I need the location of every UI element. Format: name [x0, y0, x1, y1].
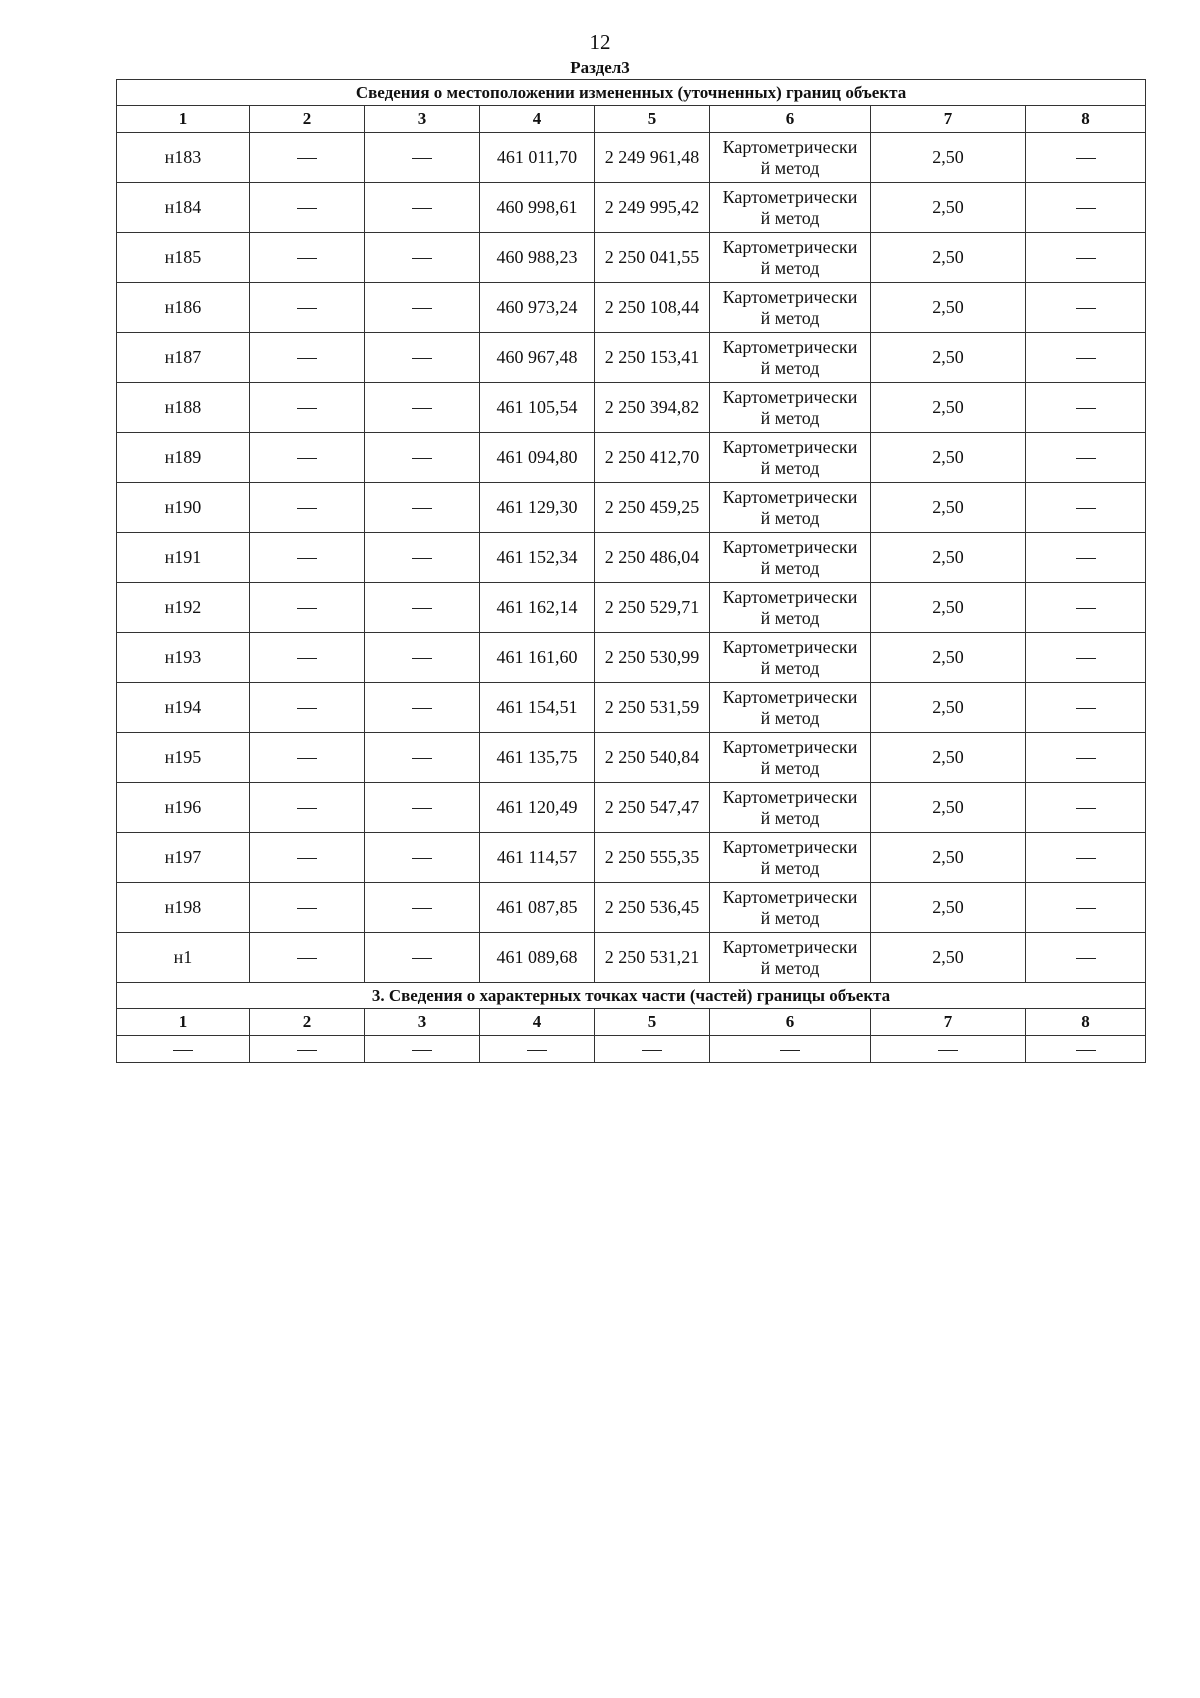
method-text-line-2: й метод — [760, 607, 820, 628]
method-text-line-2: й метод — [760, 457, 820, 478]
method-cell — [710, 433, 871, 483]
table-row — [117, 133, 1146, 183]
table-row — [117, 383, 1146, 433]
accuracy-cell: 2,50 — [871, 433, 1026, 483]
accuracy-cell: 2,50 — [871, 133, 1026, 183]
y-coordinate-cell: 2 250 531,21 — [595, 933, 710, 983]
accuracy-cell: 2,50 — [871, 583, 1026, 633]
method-cell — [710, 283, 871, 333]
cell — [1026, 183, 1146, 233]
cell — [250, 433, 365, 483]
cell — [250, 283, 365, 333]
table-body — [117, 80, 1146, 1063]
cell — [1026, 283, 1146, 333]
method-cell — [710, 133, 871, 183]
table-row — [117, 233, 1146, 283]
cell — [250, 533, 365, 583]
cell — [1026, 233, 1146, 283]
dash-mark — [1076, 858, 1096, 859]
column-header: 2 — [250, 106, 365, 133]
accuracy-cell: 2,50 — [871, 483, 1026, 533]
table-row — [117, 1036, 1146, 1063]
dash-mark — [1076, 958, 1096, 959]
dash-mark — [1076, 1050, 1096, 1051]
cell — [365, 433, 480, 483]
x-coordinate-cell: 461 011,70 — [480, 133, 595, 183]
method-text-line-1: Картометрически — [722, 836, 858, 857]
dash-mark — [1076, 808, 1096, 809]
table1-column-header-row — [117, 106, 1146, 133]
dash-mark — [297, 258, 317, 259]
y-coordinate-cell: 2 250 486,04 — [595, 533, 710, 583]
x-coordinate-cell: 461 129,30 — [480, 483, 595, 533]
method-cell — [710, 533, 871, 583]
accuracy-cell: 2,50 — [871, 683, 1026, 733]
cell — [365, 733, 480, 783]
table-row — [117, 633, 1146, 683]
dash-mark — [173, 1050, 193, 1051]
cell — [710, 1036, 871, 1063]
method-text-line-1: Картометрически — [722, 886, 858, 907]
method-cell — [710, 833, 871, 883]
table1-title-row — [117, 80, 1146, 106]
point-name-cell: н185 — [117, 233, 250, 283]
dash-mark — [412, 808, 432, 809]
dash-mark — [412, 158, 432, 159]
method-text-line-2: й метод — [760, 657, 820, 678]
point-name-cell: н195 — [117, 733, 250, 783]
column-header: 6 — [710, 106, 871, 133]
cell — [365, 233, 480, 283]
dash-mark — [297, 208, 317, 209]
accuracy-cell: 2,50 — [871, 783, 1026, 833]
cell — [250, 933, 365, 983]
method-cell — [710, 383, 871, 433]
table-row — [117, 433, 1146, 483]
table-row — [117, 733, 1146, 783]
dash-mark — [297, 158, 317, 159]
cell — [250, 133, 365, 183]
y-coordinate-cell: 2 250 108,44 — [595, 283, 710, 333]
cell — [365, 483, 480, 533]
dash-mark — [780, 1050, 800, 1051]
dash-mark — [1076, 408, 1096, 409]
method-cell — [710, 933, 871, 983]
cell — [250, 183, 365, 233]
point-name-cell: н187 — [117, 333, 250, 383]
x-coordinate-cell: 460 973,24 — [480, 283, 595, 333]
method-text-line-1: Картометрически — [722, 736, 858, 757]
point-name-cell: н188 — [117, 383, 250, 433]
table-row — [117, 833, 1146, 883]
dash-mark — [412, 258, 432, 259]
method-text-line-1: Картометрически — [722, 636, 858, 657]
method-text-line-2: й метод — [760, 507, 820, 528]
dash-mark — [297, 808, 317, 809]
dash-mark — [1076, 658, 1096, 659]
accuracy-cell: 2,50 — [871, 283, 1026, 333]
dash-mark — [1076, 208, 1096, 209]
point-name-cell: н198 — [117, 883, 250, 933]
column-header: 8 — [1026, 106, 1146, 133]
dash-mark — [1076, 708, 1096, 709]
column-header: 3 — [365, 106, 480, 133]
column-header: 3 — [365, 1009, 480, 1036]
dash-mark — [1076, 258, 1096, 259]
dash-mark — [297, 458, 317, 459]
column-header: 8 — [1026, 1009, 1146, 1036]
table2-column-header-row — [117, 1009, 1146, 1036]
y-coordinate-cell: 2 250 041,55 — [595, 233, 710, 283]
dash-mark — [297, 758, 317, 759]
cell — [250, 733, 365, 783]
x-coordinate-cell: 461 094,80 — [480, 433, 595, 483]
dash-mark — [1076, 158, 1096, 159]
dash-mark — [297, 958, 317, 959]
method-cell — [710, 683, 871, 733]
cell — [365, 783, 480, 833]
cell — [250, 333, 365, 383]
method-text-line-1: Картометрически — [722, 136, 858, 157]
page-number: 12 — [589, 30, 611, 54]
method-text-line-2: й метод — [760, 157, 820, 178]
point-name-cell: н193 — [117, 633, 250, 683]
cell — [365, 183, 480, 233]
point-name-cell: н186 — [117, 283, 250, 333]
cell — [250, 633, 365, 683]
x-coordinate-cell: 461 152,34 — [480, 533, 595, 583]
x-coordinate-cell: 461 135,75 — [480, 733, 595, 783]
accuracy-cell: 2,50 — [871, 533, 1026, 583]
method-cell — [710, 583, 871, 633]
cell — [250, 883, 365, 933]
table2-title-row — [117, 983, 1146, 1009]
table-row — [117, 333, 1146, 383]
dash-mark — [1076, 458, 1096, 459]
method-text-line-1: Картометрически — [722, 386, 858, 407]
method-text-line-2: й метод — [760, 557, 820, 578]
cell — [1026, 383, 1146, 433]
cell — [250, 483, 365, 533]
cell — [1026, 683, 1146, 733]
point-name-cell: н191 — [117, 533, 250, 583]
column-header: 2 — [250, 1009, 365, 1036]
dash-mark — [412, 608, 432, 609]
method-text-line-2: й метод — [760, 357, 820, 378]
method-cell — [710, 883, 871, 933]
x-coordinate-cell: 461 114,57 — [480, 833, 595, 883]
method-text-line-1: Картометрически — [722, 786, 858, 807]
cell — [1026, 533, 1146, 583]
point-name-cell: н196 — [117, 783, 250, 833]
method-cell — [710, 783, 871, 833]
cell — [871, 1036, 1026, 1063]
cell — [365, 1036, 480, 1063]
dash-mark — [1076, 358, 1096, 359]
dash-mark — [938, 1050, 958, 1051]
method-text-line-2: й метод — [760, 307, 820, 328]
dash-mark — [412, 508, 432, 509]
cell — [1026, 133, 1146, 183]
dash-mark — [412, 558, 432, 559]
table-row — [117, 483, 1146, 533]
table1-title: Сведения о местоположении измененных (уточненных) границ объекта — [117, 80, 1146, 106]
dash-mark — [1076, 558, 1096, 559]
method-cell — [710, 233, 871, 283]
y-coordinate-cell: 2 249 995,42 — [595, 183, 710, 233]
cell — [1026, 933, 1146, 983]
dash-mark — [1076, 758, 1096, 759]
point-name-cell: н194 — [117, 683, 250, 733]
method-text-line-2: й метод — [760, 407, 820, 428]
dash-mark — [412, 908, 432, 909]
dash-mark — [412, 708, 432, 709]
x-coordinate-cell: 461 120,49 — [480, 783, 595, 833]
y-coordinate-cell: 2 250 547,47 — [595, 783, 710, 833]
column-header: 4 — [480, 106, 595, 133]
cell — [1026, 883, 1146, 933]
cell — [1026, 733, 1146, 783]
method-cell — [710, 633, 871, 683]
method-text-line-2: й метод — [760, 707, 820, 728]
method-cell — [710, 333, 871, 383]
cell — [365, 833, 480, 883]
accuracy-cell: 2,50 — [871, 883, 1026, 933]
dash-mark — [297, 508, 317, 509]
accuracy-cell: 2,50 — [871, 633, 1026, 683]
method-text-line-2: й метод — [760, 807, 820, 828]
cell — [1026, 483, 1146, 533]
method-text-line-1: Картометрически — [722, 186, 858, 207]
cell — [1026, 783, 1146, 833]
y-coordinate-cell: 2 250 412,70 — [595, 433, 710, 483]
method-cell — [710, 183, 871, 233]
cell — [365, 133, 480, 183]
accuracy-cell: 2,50 — [871, 833, 1026, 883]
accuracy-cell: 2,50 — [871, 183, 1026, 233]
cell — [117, 1036, 250, 1063]
table2-title: 3. Сведения о характерных точках части (частей) границы объекта — [117, 983, 1146, 1009]
x-coordinate-cell: 461 154,51 — [480, 683, 595, 733]
dash-mark — [297, 858, 317, 859]
x-coordinate-cell: 461 162,14 — [480, 583, 595, 633]
method-text-line-1: Картометрически — [722, 286, 858, 307]
accuracy-cell: 2,50 — [871, 933, 1026, 983]
dash-mark — [412, 658, 432, 659]
accuracy-cell: 2,50 — [871, 333, 1026, 383]
dash-mark — [412, 958, 432, 959]
dash-mark — [297, 358, 317, 359]
x-coordinate-cell: 461 105,54 — [480, 383, 595, 433]
method-text-line-1: Картометрически — [722, 536, 858, 557]
y-coordinate-cell: 2 250 531,59 — [595, 683, 710, 733]
column-header: 1 — [117, 1009, 250, 1036]
x-coordinate-cell: 460 988,23 — [480, 233, 595, 283]
x-coordinate-cell: 461 087,85 — [480, 883, 595, 933]
cell — [1026, 333, 1146, 383]
y-coordinate-cell: 2 250 555,35 — [595, 833, 710, 883]
dash-mark — [412, 1050, 432, 1051]
y-coordinate-cell: 2 250 536,45 — [595, 883, 710, 933]
method-text-line-1: Картометрически — [722, 936, 858, 957]
cell — [365, 583, 480, 633]
dash-mark — [297, 408, 317, 409]
column-header: 6 — [710, 1009, 871, 1036]
table-row — [117, 783, 1146, 833]
x-coordinate-cell: 460 998,61 — [480, 183, 595, 233]
method-text-line-2: й метод — [760, 257, 820, 278]
cell — [1026, 833, 1146, 883]
y-coordinate-cell: 2 250 529,71 — [595, 583, 710, 633]
point-name-cell: н184 — [117, 183, 250, 233]
accuracy-cell: 2,50 — [871, 383, 1026, 433]
accuracy-cell: 2,50 — [871, 233, 1026, 283]
column-header: 7 — [871, 1009, 1026, 1036]
cell — [365, 333, 480, 383]
dash-mark — [412, 858, 432, 859]
point-name-cell: н190 — [117, 483, 250, 533]
table-row — [117, 283, 1146, 333]
dash-mark — [297, 1050, 317, 1051]
dash-mark — [297, 608, 317, 609]
dash-mark — [412, 408, 432, 409]
y-coordinate-cell: 2 250 459,25 — [595, 483, 710, 533]
point-name-cell: н189 — [117, 433, 250, 483]
dash-mark — [297, 558, 317, 559]
cell — [365, 633, 480, 683]
method-text-line-1: Картометрически — [722, 686, 858, 707]
method-text-line-1: Картометрически — [722, 336, 858, 357]
method-text-line-1: Картометрически — [722, 236, 858, 257]
method-cell — [710, 483, 871, 533]
cell — [250, 583, 365, 633]
cell — [250, 1036, 365, 1063]
column-header: 5 — [595, 1009, 710, 1036]
dash-mark — [412, 208, 432, 209]
cell — [250, 233, 365, 283]
column-header: 7 — [871, 106, 1026, 133]
y-coordinate-cell: 2 249 961,48 — [595, 133, 710, 183]
table-row — [117, 183, 1146, 233]
x-coordinate-cell: 461 089,68 — [480, 933, 595, 983]
cell — [1026, 583, 1146, 633]
dash-mark — [412, 308, 432, 309]
table-row — [117, 533, 1146, 583]
column-header: 1 — [117, 106, 250, 133]
method-text-line-2: й метод — [760, 857, 820, 878]
table-row — [117, 583, 1146, 633]
point-name-cell: н197 — [117, 833, 250, 883]
y-coordinate-cell: 2 250 153,41 — [595, 333, 710, 383]
method-text-line-2: й метод — [760, 757, 820, 778]
dash-mark — [297, 908, 317, 909]
point-name-cell: н183 — [117, 133, 250, 183]
dash-mark — [412, 458, 432, 459]
section-label: Раздел3 — [570, 58, 630, 77]
cell — [250, 783, 365, 833]
point-name-cell: н1 — [117, 933, 250, 983]
cell — [365, 283, 480, 333]
x-coordinate-cell: 461 161,60 — [480, 633, 595, 683]
x-coordinate-cell: 460 967,48 — [480, 333, 595, 383]
point-name-cell: н192 — [117, 583, 250, 633]
cell — [365, 533, 480, 583]
method-text-line-1: Картометрически — [722, 486, 858, 507]
cell — [1026, 1036, 1146, 1063]
accuracy-cell: 2,50 — [871, 733, 1026, 783]
cell — [1026, 633, 1146, 683]
dash-mark — [1076, 308, 1096, 309]
cell — [365, 683, 480, 733]
dash-mark — [527, 1050, 547, 1051]
table-row — [117, 683, 1146, 733]
cell — [250, 383, 365, 433]
y-coordinate-cell: 2 250 540,84 — [595, 733, 710, 783]
dash-mark — [1076, 908, 1096, 909]
cell — [595, 1036, 710, 1063]
dash-mark — [297, 308, 317, 309]
method-cell — [710, 733, 871, 783]
cell — [365, 383, 480, 433]
dash-mark — [297, 708, 317, 709]
method-text-line-2: й метод — [760, 957, 820, 978]
cell — [480, 1036, 595, 1063]
cell — [250, 833, 365, 883]
dash-mark — [297, 658, 317, 659]
dash-mark — [412, 758, 432, 759]
method-text-line-2: й метод — [760, 907, 820, 928]
cell — [1026, 433, 1146, 483]
dash-mark — [642, 1050, 662, 1051]
dash-mark — [1076, 608, 1096, 609]
y-coordinate-cell: 2 250 394,82 — [595, 383, 710, 433]
cell — [365, 933, 480, 983]
cell — [250, 683, 365, 733]
column-header: 4 — [480, 1009, 595, 1036]
table-row — [117, 933, 1146, 983]
dash-mark — [1076, 508, 1096, 509]
table-row — [117, 883, 1146, 933]
column-header: 5 — [595, 106, 710, 133]
method-text-line-2: й метод — [760, 207, 820, 228]
method-text-line-1: Картометрически — [722, 586, 858, 607]
cell — [365, 883, 480, 933]
method-text-line-1: Картометрически — [722, 436, 858, 457]
dash-mark — [412, 358, 432, 359]
y-coordinate-cell: 2 250 530,99 — [595, 633, 710, 683]
boundary-table — [116, 79, 1146, 1063]
